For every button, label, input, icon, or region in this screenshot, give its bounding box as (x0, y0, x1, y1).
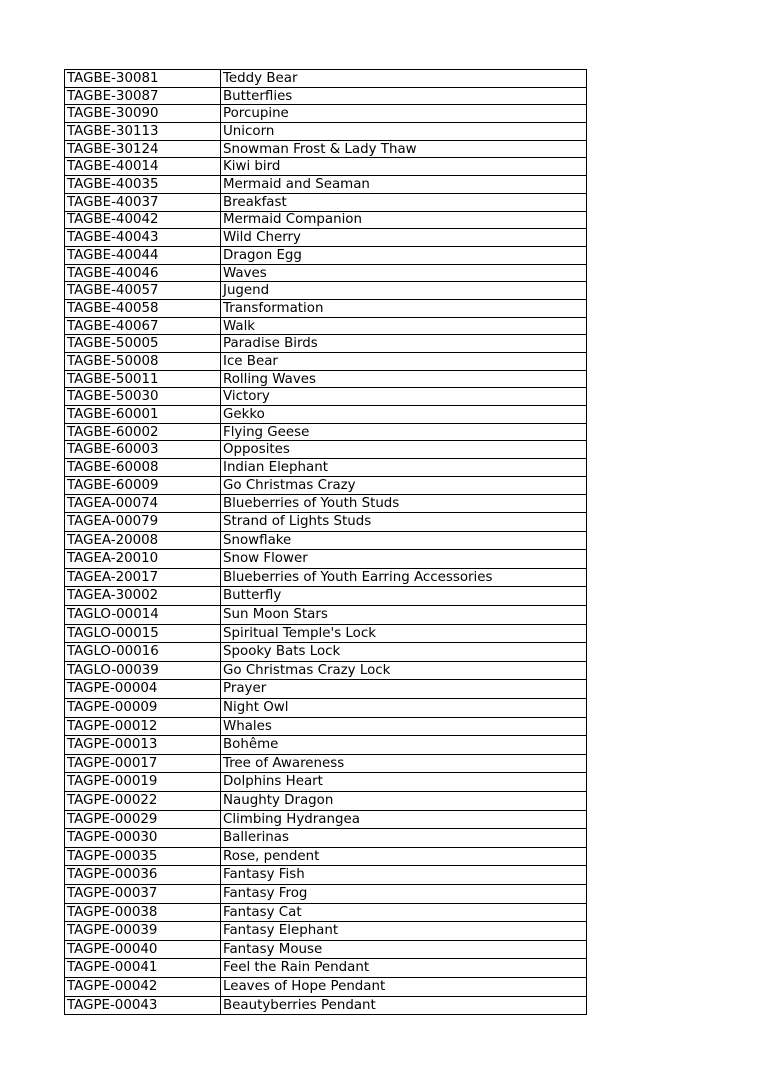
product-name-cell: Fantasy Fish (221, 866, 587, 885)
product-name-cell: Butterflies (221, 87, 587, 105)
table-row (65, 70, 587, 88)
product-code-cell: TAGBE-30081 (65, 70, 221, 88)
table-row (65, 494, 587, 513)
product-code-cell: TAGBE-30113 (65, 123, 221, 141)
table-row (65, 810, 587, 829)
product-name-cell: Dolphins Heart (221, 773, 587, 792)
table-row (65, 606, 587, 625)
product-code-cell: TAGBE-30087 (65, 87, 221, 105)
product-code-cell: TAGPE-00043 (65, 996, 221, 1015)
product-name-cell: Walk (221, 317, 587, 335)
product-name-cell: Opposites (221, 441, 587, 459)
product-name-cell: Feel the Rain Pendant (221, 959, 587, 978)
table-row (65, 587, 587, 606)
product-code-cell: TAGLO-00039 (65, 661, 221, 680)
product-name-cell: Naughty Dragon (221, 792, 587, 811)
product-name-cell: Sun Moon Stars (221, 606, 587, 625)
product-name-cell: Gekko (221, 406, 587, 424)
product-name-cell: Paradise Birds (221, 335, 587, 353)
table-row (65, 959, 587, 978)
product-code-cell: TAGPE-00009 (65, 699, 221, 718)
table-row (65, 884, 587, 903)
product-table (64, 69, 587, 1015)
table-body (65, 70, 587, 1015)
product-name-cell: Go Christmas Crazy (221, 476, 587, 494)
table-row (65, 531, 587, 550)
table-row (65, 246, 587, 264)
product-code-cell: TAGBE-30090 (65, 105, 221, 123)
product-code-cell: TAGPE-00041 (65, 959, 221, 978)
product-code-cell: TAGPE-00017 (65, 754, 221, 773)
product-code-cell: TAGBE-40042 (65, 211, 221, 229)
product-name-cell: Night Owl (221, 699, 587, 718)
product-code-cell: TAGEA-30002 (65, 587, 221, 606)
product-code-cell: TAGBE-40014 (65, 158, 221, 176)
product-code-cell: TAGPE-00004 (65, 680, 221, 699)
product-name-cell: Dragon Egg (221, 246, 587, 264)
product-name-cell: Whales (221, 717, 587, 736)
table-row (65, 847, 587, 866)
table-row (65, 977, 587, 996)
table-row (65, 282, 587, 300)
product-name-cell: Wild Cherry (221, 229, 587, 247)
table-row (65, 550, 587, 569)
product-name-cell: Prayer (221, 680, 587, 699)
table-row (65, 317, 587, 335)
product-code-cell: TAGPE-00036 (65, 866, 221, 885)
product-name-cell: Butterfly (221, 587, 587, 606)
product-name-cell: Rolling Waves (221, 370, 587, 388)
product-code-cell: TAGBE-50030 (65, 388, 221, 406)
product-name-cell: Teddy Bear (221, 70, 587, 88)
product-name-cell: Kiwi bird (221, 158, 587, 176)
product-code-cell: TAGPE-00037 (65, 884, 221, 903)
table-row (65, 829, 587, 848)
table-row (65, 773, 587, 792)
product-name-cell: Fantasy Cat (221, 903, 587, 922)
table-row (65, 441, 587, 459)
table-row (65, 353, 587, 371)
product-code-cell: TAGBE-40037 (65, 193, 221, 211)
table-row (65, 568, 587, 587)
product-code-cell: TAGPE-00039 (65, 922, 221, 941)
product-code-cell: TAGEA-20010 (65, 550, 221, 569)
product-name-cell: Spiritual Temple's Lock (221, 624, 587, 643)
product-code-cell: TAGPE-00030 (65, 829, 221, 848)
table-row (65, 643, 587, 662)
product-name-cell: Mermaid and Seaman (221, 176, 587, 194)
product-name-cell: Leaves of Hope Pendant (221, 977, 587, 996)
product-name-cell: Fantasy Elephant (221, 922, 587, 941)
product-name-cell: Ballerinas (221, 829, 587, 848)
product-code-cell: TAGEA-20017 (65, 568, 221, 587)
product-code-cell: TAGBE-40044 (65, 246, 221, 264)
product-code-cell: TAGPE-00013 (65, 736, 221, 755)
product-code-cell: TAGLO-00016 (65, 643, 221, 662)
product-code-cell: TAGPE-00038 (65, 903, 221, 922)
table-row (65, 459, 587, 477)
product-code-cell: TAGBE-50005 (65, 335, 221, 353)
product-code-cell: TAGBE-60008 (65, 459, 221, 477)
product-name-cell: Porcupine (221, 105, 587, 123)
product-name-cell: Climbing Hydrangea (221, 810, 587, 829)
table-row (65, 264, 587, 282)
table-row (65, 140, 587, 158)
product-code-cell: TAGPE-00019 (65, 773, 221, 792)
table-row (65, 717, 587, 736)
product-name-cell: Beautyberries Pendant (221, 996, 587, 1015)
product-code-cell: TAGPE-00029 (65, 810, 221, 829)
product-name-cell: Bohême (221, 736, 587, 755)
table-row (65, 158, 587, 176)
table-row (65, 406, 587, 424)
product-code-cell: TAGBE-50008 (65, 353, 221, 371)
table-row (65, 792, 587, 811)
table-row (65, 940, 587, 959)
product-code-cell: TAGEA-00074 (65, 494, 221, 513)
table-row (65, 211, 587, 229)
product-name-cell: Go Christmas Crazy Lock (221, 661, 587, 680)
product-name-cell: Transformation (221, 299, 587, 317)
product-code-cell: TAGBE-40067 (65, 317, 221, 335)
product-name-cell: Blueberries of Youth Studs (221, 494, 587, 513)
product-name-cell: Flying Geese (221, 423, 587, 441)
product-name-cell: Fantasy Frog (221, 884, 587, 903)
product-code-cell: TAGBE-40043 (65, 229, 221, 247)
product-code-cell: TAGBE-40057 (65, 282, 221, 300)
product-code-cell: TAGBE-60009 (65, 476, 221, 494)
product-code-cell: TAGPE-00035 (65, 847, 221, 866)
product-name-cell: Fantasy Mouse (221, 940, 587, 959)
table-row (65, 922, 587, 941)
product-name-cell: Victory (221, 388, 587, 406)
product-name-cell: Strand of Lights Studs (221, 513, 587, 532)
table-row (65, 388, 587, 406)
product-code-cell: TAGBE-40046 (65, 264, 221, 282)
table-row (65, 699, 587, 718)
table-row (65, 476, 587, 494)
product-name-cell: Snowflake (221, 531, 587, 550)
product-code-cell: TAGBE-30124 (65, 140, 221, 158)
table-row (65, 903, 587, 922)
product-name-cell: Indian Elephant (221, 459, 587, 477)
table-row (65, 229, 587, 247)
product-code-cell: TAGEA-00079 (65, 513, 221, 532)
product-code-cell: TAGBE-40035 (65, 176, 221, 194)
product-code-cell: TAGBE-60001 (65, 406, 221, 424)
product-code-cell: TAGPE-00012 (65, 717, 221, 736)
table-row (65, 176, 587, 194)
product-code-cell: TAGPE-00040 (65, 940, 221, 959)
table-row (65, 123, 587, 141)
product-code-cell: TAGLO-00014 (65, 606, 221, 625)
table-row (65, 996, 587, 1015)
product-name-cell: Snowman Frost & Lady Thaw (221, 140, 587, 158)
table-row (65, 87, 587, 105)
product-code-cell: TAGBE-50011 (65, 370, 221, 388)
product-name-cell: Jugend (221, 282, 587, 300)
product-code-cell: TAGBE-60003 (65, 441, 221, 459)
table-row (65, 423, 587, 441)
table-row (65, 299, 587, 317)
table-row (65, 736, 587, 755)
product-code-cell: TAGBE-40058 (65, 299, 221, 317)
product-name-cell: Tree of Awareness (221, 754, 587, 773)
table-row (65, 335, 587, 353)
product-code-cell: TAGLO-00015 (65, 624, 221, 643)
table-row (65, 193, 587, 211)
product-name-cell: Snow Flower (221, 550, 587, 569)
table-row (65, 680, 587, 699)
table-row (65, 370, 587, 388)
product-name-cell: Mermaid Companion (221, 211, 587, 229)
product-name-cell: Unicorn (221, 123, 587, 141)
table-row (65, 866, 587, 885)
product-code-cell: TAGEA-20008 (65, 531, 221, 550)
product-name-cell: Rose, pendent (221, 847, 587, 866)
product-code-cell: TAGPE-00022 (65, 792, 221, 811)
product-name-cell: Ice Bear (221, 353, 587, 371)
product-name-cell: Blueberries of Youth Earring Accessories (221, 568, 587, 587)
table-row (65, 661, 587, 680)
product-code-cell: TAGBE-60002 (65, 423, 221, 441)
product-name-cell: Waves (221, 264, 587, 282)
table-row (65, 754, 587, 773)
table-row (65, 624, 587, 643)
table-row (65, 105, 587, 123)
product-name-cell: Spooky Bats Lock (221, 643, 587, 662)
table-row (65, 513, 587, 532)
product-name-cell: Breakfast (221, 193, 587, 211)
product-code-cell: TAGPE-00042 (65, 977, 221, 996)
